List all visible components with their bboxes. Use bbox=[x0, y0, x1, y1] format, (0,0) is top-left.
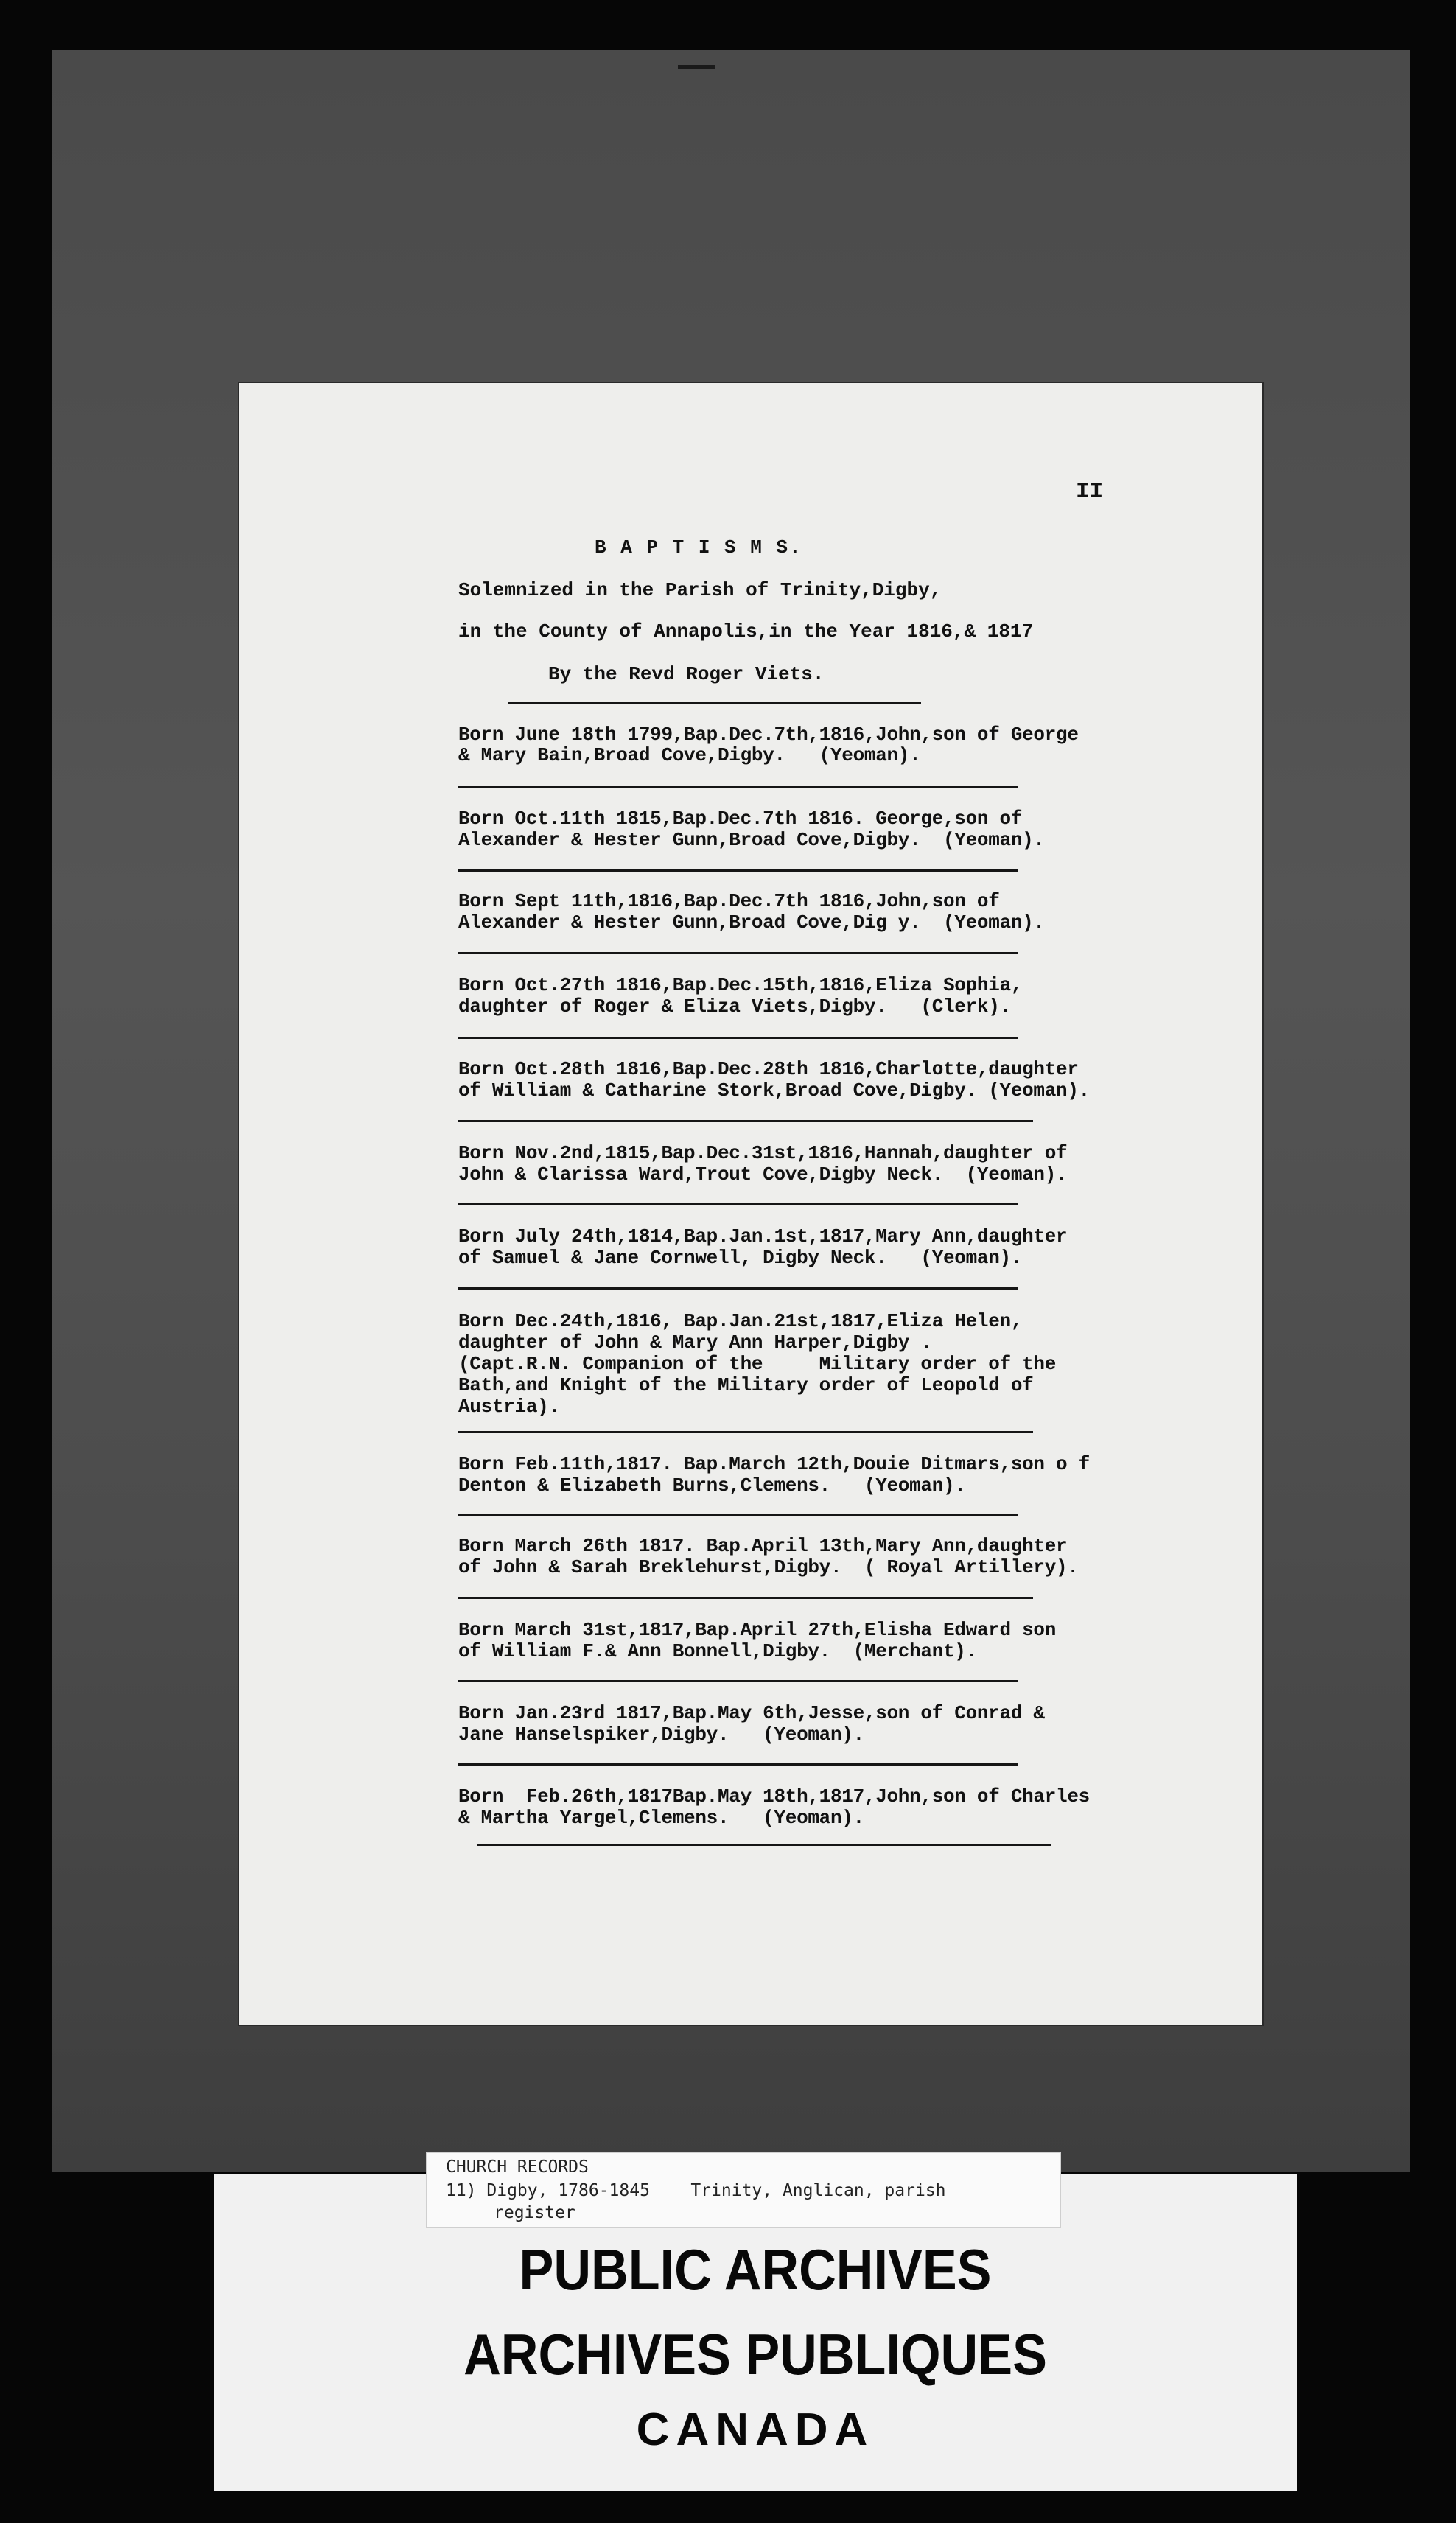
entry-2-line-2: Alexander & Hester Gunn,Broad Cove,Digby. (Yeoman). bbox=[458, 829, 1045, 851]
heading-parish-line: Solemnized in the Parish of Trinity,Digby, bbox=[458, 579, 942, 601]
register-page bbox=[239, 383, 1262, 2025]
entry-7-line-2: of Samuel & Jane Cornwell, Digby Neck. (Yeoman). bbox=[458, 1247, 1023, 1269]
heading-rule bbox=[508, 702, 921, 704]
heading-officiant-line: By the Revd Roger Viets. bbox=[548, 663, 825, 685]
entry-2-rule bbox=[458, 869, 1018, 872]
entry-7-rule bbox=[458, 1287, 1018, 1290]
entry-3-line-1: Born Sept 11th,1816,Bap.Dec.7th 1816,John,son of bbox=[458, 890, 1000, 912]
entry-10-rule bbox=[458, 1597, 1033, 1599]
entry-5-rule bbox=[458, 1120, 1033, 1122]
entry-5-line-2: of William & Catharine Stork,Broad Cove,Digby. (Yeoman). bbox=[458, 1079, 1090, 1102]
entry-8-line-4: Bath,and Knight of the Military order of Leopold of bbox=[458, 1374, 1034, 1396]
entry-3-line-2: Alexander & Hester Gunn,Broad Cove,Dig y. (Yeoman). bbox=[458, 911, 1045, 934]
archives-label-english: PUBLIC ARCHIVES bbox=[519, 2237, 992, 2302]
entry-11-line-2: of William F.& Ann Bonnell,Digby. (Merchant). bbox=[458, 1640, 977, 1662]
entry-11-line-1: Born March 31st,1817,Bap.April 27th,Elisha Edward son bbox=[458, 1619, 1057, 1641]
entry-6-line-2: John & Clarissa Ward,Trout Cove,Digby Neck. (Yeoman). bbox=[458, 1163, 1068, 1186]
entry-1-line-2: & Mary Bain,Broad Cove,Digby. (Yeoman). bbox=[458, 744, 921, 766]
entry-9-line-1: Born Feb.11th,1817. Bap.March 12th,Douie Ditmars,son o f bbox=[458, 1453, 1090, 1475]
entry-9-line-2: Denton & Elizabeth Burns,Clemens. (Yeoman). bbox=[458, 1474, 966, 1497]
entry-10-line-1: Born March 26th 1817. Bap.April 13th,Mary Ann,daughter bbox=[458, 1535, 1068, 1557]
entry-12-rule bbox=[458, 1763, 1018, 1766]
entry-8-line-1: Born Dec.24th,1816, Bap.Jan.21st,1817,Eliza Helen, bbox=[458, 1310, 1023, 1332]
entry-8-line-5: Austria). bbox=[458, 1396, 560, 1418]
entry-1-line-1: Born June 18th 1799,Bap.Dec.7th,1816,John,son of George bbox=[458, 724, 1079, 746]
entry-6-line-1: Born Nov.2nd,1815,Bap.Dec.31st,1816,Hannah,daughter of bbox=[458, 1142, 1068, 1164]
entry-5-line-1: Born Oct.28th 1816,Bap.Dec.28th 1816,Charlotte,daughter bbox=[458, 1058, 1079, 1080]
entry-13-rule bbox=[477, 1844, 1051, 1846]
catalog-slip-register: register bbox=[494, 2203, 575, 2222]
entry-9-rule bbox=[458, 1514, 1018, 1516]
register-title: B A P T I S M S. bbox=[595, 536, 802, 559]
page-number: II bbox=[1076, 479, 1104, 505]
entry-3-rule bbox=[458, 952, 1018, 954]
heading-county-line: in the County of Annapolis,in the Year 1816,& 1817 bbox=[458, 620, 1034, 643]
entry-4-line-1: Born Oct.27th 1816,Bap.Dec.15th,1816,Eliza Sophia, bbox=[458, 974, 1023, 996]
entry-12-line-2: Jane Hanselspiker,Digby. (Yeoman). bbox=[458, 1724, 864, 1746]
entry-2-line-1: Born Oct.11th 1815,Bap.Dec.7th 1816. George,son of bbox=[458, 808, 1023, 830]
catalog-slip-category: CHURCH RECORDS bbox=[446, 2158, 589, 2177]
entry-8-line-3: (Capt.R.N. Companion of the Military order of the bbox=[458, 1353, 1057, 1375]
entry-1-rule bbox=[458, 786, 1018, 788]
catalog-slip-description: 11) Digby, 1786-1845 Trinity, Anglican, parish bbox=[446, 2181, 946, 2200]
entry-12-line-1: Born Jan.23rd 1817,Bap.May 6th,Jesse,son of Conrad & bbox=[458, 1702, 1045, 1724]
entry-13-line-2: & Martha Yargel,Clemens. (Yeoman). bbox=[458, 1807, 864, 1829]
film-notch bbox=[678, 65, 715, 69]
entry-8-line-2: daughter of John & Mary Ann Harper,Digby . bbox=[458, 1332, 932, 1354]
entry-11-rule bbox=[458, 1680, 1018, 1682]
entry-10-line-2: of John & Sarah Breklehurst,Digby. ( Royal Artillery). bbox=[458, 1556, 1079, 1578]
entry-6-rule bbox=[458, 1203, 1018, 1205]
archives-label-country: CANADA bbox=[636, 2404, 875, 2455]
entry-4-rule bbox=[458, 1037, 1018, 1039]
entry-8-rule bbox=[458, 1431, 1033, 1433]
entry-4-line-2: daughter of Roger & Eliza Viets,Digby. (Clerk). bbox=[458, 995, 1011, 1018]
catalog-slip bbox=[426, 2152, 1061, 2228]
entry-7-line-1: Born July 24th,1814,Bap.Jan.1st,1817,Mary Ann,daughter bbox=[458, 1225, 1068, 1247]
entry-13-line-1: Born Feb.26th,1817Bap.May 18th,1817,John,son of Charles bbox=[458, 1785, 1090, 1808]
archives-label-french: ARCHIVES PUBLIQUES bbox=[463, 2322, 1047, 2387]
